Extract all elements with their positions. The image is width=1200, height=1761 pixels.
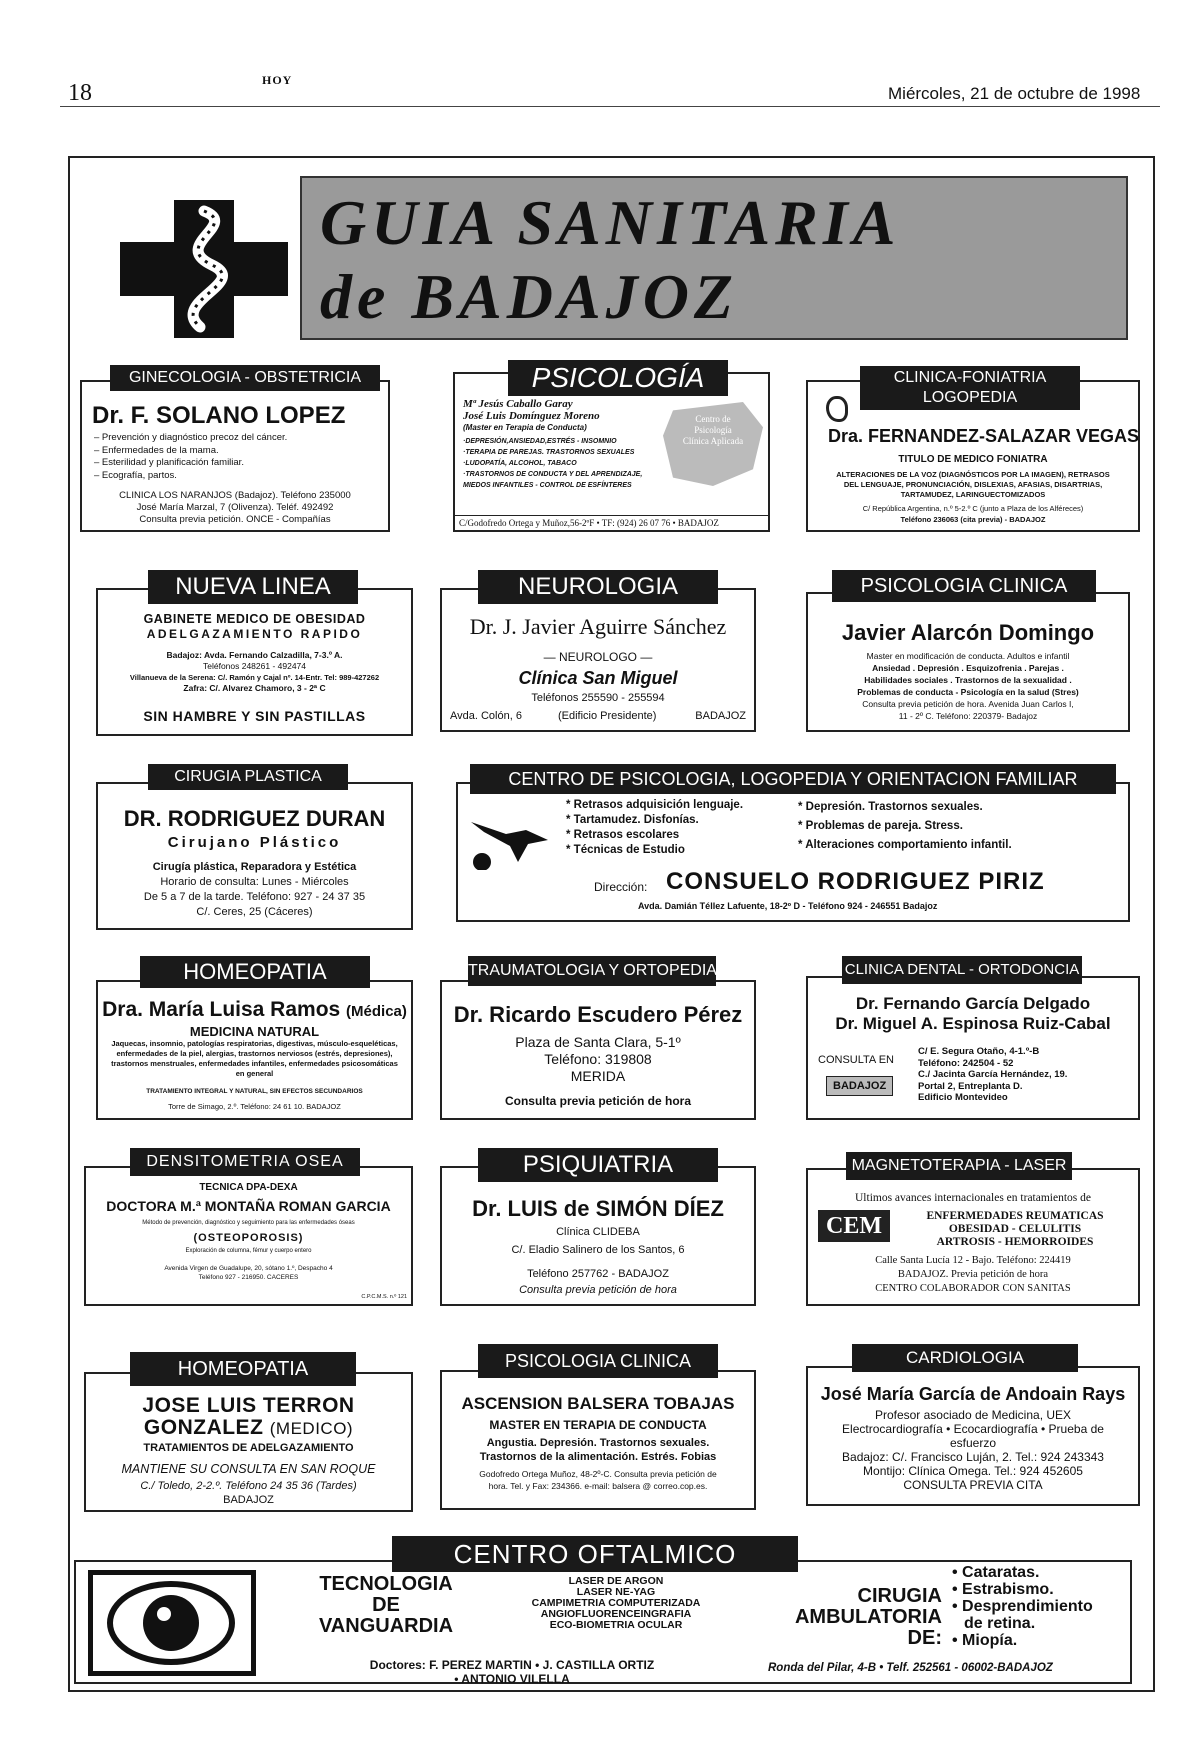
ad-address: C/. Eladio Salinero de los Santos, 6 (511, 1244, 685, 1256)
ad-note: MANTIENE SU CONSULTA EN SAN ROQUE (121, 1462, 376, 1476)
ad-centro-oftalmico (74, 1560, 1132, 1684)
ad-code: C.P.C.M.S. n.º 121 (361, 1294, 407, 1300)
ad-header: PSICOLOGÍA (508, 360, 728, 396)
ad-surgery: CIRUGIA AMBULATORIA DE: (794, 1585, 942, 1649)
ad-nueva-linea (96, 588, 413, 736)
ad-header: CIRUGIA PLASTICA (148, 764, 348, 790)
ad-name-1: Mª Jesús Caballo Garay (463, 398, 573, 410)
ad-name: Dr. J. Javier Aguirre Sánchez (469, 614, 727, 639)
ad-name-2: GONZALEZ (MEDICO) (143, 1416, 354, 1439)
ad-name: Dr. LUIS de SIMÓN DÍEZ (472, 1196, 724, 1221)
ad-title: TITULO DE MEDICO FONIATRA (898, 454, 1048, 465)
ad-line2: ADELGAZAMIENTO RAPIDO (146, 627, 363, 641)
ad-name: Dr. F. SOLANO LOPEZ (92, 402, 346, 429)
ad-note: TRATAMIENTO INTEGRAL Y NATURAL, SIN EFECTOS SECUNDARIOS (146, 1088, 363, 1095)
ad-address: Godofredo Ortega Muñoz, 48-2º-C. Consulta previa petición de hora. Tel. y Fax: 234366. e-mail: balsera @ correo.cop.es. (479, 1469, 717, 1491)
ad-name: DOCTORA M.ª MONTAÑA ROMAN GARCIA (106, 1198, 391, 1214)
ad-densitometria (84, 1166, 413, 1306)
ad-title: MEDICINA NATURAL (189, 1024, 320, 1039)
ad-header: HOMEOPATIA (130, 1352, 356, 1386)
ad-address: Calle Santa Lucía 12 - Bajo. Teléfono: 224419 BADAJOZ. Previa petición de hora CENTRO COLABORADOR CON SANITAS (875, 1255, 1071, 1294)
ad-phone: Teléfono 257762 - BADAJOZ (527, 1268, 669, 1280)
ad-magnetoterapia (806, 1168, 1140, 1306)
ad-cirugia-plastica (96, 782, 413, 930)
ad-header: MAGNETOTERAPIA - LASER (846, 1152, 1072, 1180)
page-date: Miércoles, 21 de octubre de 1998 (888, 84, 1141, 103)
ad-desc: Método de prevención, diagnóstico y seguimiento para las enfermedades óseas (142, 1220, 355, 1226)
ad-header (860, 366, 1080, 410)
ad-slogan: SIN HAMBRE Y SIN PASTILLAS (143, 708, 366, 724)
ad-city: BADAJOZ (223, 1494, 274, 1506)
ad-cardiologia (806, 1366, 1140, 1506)
ad-city-badge: BADAJOZ (826, 1076, 893, 1096)
banner-title-line2: de BADAJOZ (320, 261, 738, 332)
ad-clinic: Clínica CLIDEBA (556, 1226, 640, 1238)
ad-header: NUEVA LINEA (148, 570, 358, 604)
ad-address: Avenida Virgen de Guadalupe, 20, sótano 1.º, Despacho 4 Teléfono 927 - 216950. CACERES (164, 1265, 333, 1281)
masthead: HOY (262, 73, 293, 87)
ad-osteoporosis: (OSTEOPOROSIS) (193, 1232, 304, 1244)
ad-director: CONSUELO RODRIGUEZ PIRIZ (666, 868, 1045, 895)
ad-clinica-dental (806, 976, 1140, 1120)
ad-psiquiatria (440, 1166, 756, 1306)
page-number: 18 (68, 80, 92, 106)
ad-name: José María García de Andoain Rays (820, 1384, 1126, 1404)
ad-psicologia (453, 372, 770, 532)
ad-title: TRATAMIENTOS DE ADELGAZAMIENTO (143, 1442, 354, 1454)
ad-name: Dra. María Luisa Ramos (Médica) (102, 998, 407, 1021)
ad-header: CENTRO OFTALMICO (392, 1536, 798, 1572)
ad-services: ·DEPRESIÓN,ANSIEDAD,ESTRÉS - INSOMNIO ·TERAPIA DE PAREJAS. TRASTORNOS SEXUALES ·LUDOPATÍA, ALCOHOL, TABACO ·TRASTORNOS DE CONDUCTA Y DEL APRENDIZAJE, MIEDOS INFANTILES - CONTROL DE ESFÍNTERES (463, 438, 643, 489)
ad-psicologia-clinica-1 (806, 592, 1130, 732)
ad-phone: Teléfono 236063 (cita previa) - BADAJOZ (900, 515, 1046, 524)
ad-desc: Jaquecas, insomnio, patologías respiratorias, digestivas, músculo-esqueléticas, enfermedades de la piel, alergias, trastornos nerviosos (estrés, depresiones), trastornos menstruales, enfermedades infantiles, enfermedades psicosomáticas en general (111, 1039, 398, 1078)
ad-homeopatia-1 (96, 980, 413, 1120)
ad-address: Torre de Simago, 2.º. Teléfono: 24 61 10. BADAJOZ (168, 1102, 341, 1111)
ad-intro: Ultimos avances internacionales en tratamientos de (855, 1192, 1091, 1204)
ad-header: PSICOLOGIA CLINICA (478, 1344, 718, 1378)
ad-desc: Angustia. Depresión. Trastornos sexuales. Trastornos de la alimentación. Estrés. Fobias (479, 1437, 717, 1463)
ad-note: Consulta previa petición de hora (504, 1094, 692, 1108)
ad-exploration: Exploración de columna, fémur y cuerpo entero (185, 1248, 312, 1254)
ad-title: TECNICA DPA-DEXA (199, 1182, 298, 1193)
ad-doctors: Doctores: F. PEREZ MARTIN • J. CASTILLA ORTIZ • ANTONIO VILELLA (369, 1658, 655, 1686)
header-rule (60, 106, 1160, 107)
ad-psicologia-clinica-2 (440, 1370, 756, 1510)
ad-services-left: * Retrasos adquisición lenguaje. * Tartamudez. Disfonías. * Retrasos escolares * Técnicas de Estudio (566, 799, 744, 856)
ad-desc: Cirugía plástica, Reparadora y Estética Horario de consulta: Lunes - Miércoles De 5 a 7 de la tarde. Teléfono: 927 - 24 37 35 C/. Ceres, 25 (Cáceres) (143, 861, 366, 918)
ad-address: Plaza de Santa Clara, 5-1º Teléfono: 319808 MERIDA (515, 1034, 681, 1084)
banner-title-line1: GUIA SANITARIA (320, 187, 901, 258)
ad-traumatologia (440, 980, 756, 1120)
ad-city: BADAJOZ (695, 710, 746, 722)
ad-services: LASER DE ARGON LASER NE-YAG CAMPIMETRIA COMPUTERIZADA ANGIOFLUORENCEINGRAFIA ECO-BIOMETRIA OCULAR (531, 1575, 701, 1631)
ad-desc: Master en modificación de conducta. Adultos e infantil Ansiedad . Depresión . Esquizofrenia . Parejas . Habilidades sociales . Trastornos de la sexualidad . Problemas de conducta - Psicología en la salud (Stres) Consulta previa petición de hora. Avenida Juan Carlos I, 11 - 2º C. Teléfono: 220379- Badajoz (857, 651, 1079, 721)
ad-services-right: * Depresión. Trastornos sexuales. * Problemas de pareja. Stress. * Alteraciones comportamiento infantil. (798, 801, 1012, 851)
ad-surgery-list: • Cataratas. • Estrabismo. • Desprendimiento de retina. • Miopía. (952, 1564, 1093, 1649)
ad-address: C./ Toledo, 2-2.º. Teléfono 24 35 36 (Tardes) (140, 1480, 357, 1492)
ad-phones: Teléfonos 255590 - 255594 (531, 692, 665, 704)
ad-header-line2: LOGOPEDIA (922, 389, 1018, 406)
ad-name: DR. RODRIGUEZ DURAN (123, 806, 386, 831)
ad-address: Badajoz: Avda. Fernando Calzadilla, 7-3.º A. Teléfonos 248261 - 492474 Villanueva de la Serena: C/. Ramón y Cajal nº. 14-Entr. Tel: 989-427262 Zafra: C/. Alvarez Chamoro, 3 - 2ª C (129, 650, 380, 693)
ad-header: TRAUMATOLOGIA Y ORTOPEDIA (468, 956, 716, 986)
ad-header: NEUROLOGIA (478, 570, 718, 604)
ad-tech: TECNOLOGIA DE VANGUARDIA (318, 1573, 454, 1637)
ad-note: Consulta previa petición de hora (519, 1284, 677, 1296)
banner-title-box (300, 176, 1128, 340)
ad-header-line1: CLINICA-FONIATRIA (893, 369, 1047, 386)
cross-logo (120, 200, 288, 338)
ad-ginecologia (80, 380, 390, 532)
ad-address: CLINICA LOS NARANJOS (Badajoz). Teléfono 235000 José María Marzal, 7 (Olivenza). Teléf. 492492 Consulta previa petición. ONCE - Compañías (119, 490, 351, 525)
ad-name: Dr. Ricardo Escudero Pérez (453, 1002, 743, 1027)
eye-logo (88, 1570, 256, 1676)
ad-services: – Prevención y diagnóstico precoz del cáncer. – Enfermedades de la mama. – Esterilidad y planificación familiar. – Ecografía, partos. (94, 432, 288, 481)
ad-director-label: Dirección: (594, 880, 648, 894)
ad-desc: ALTERACIONES DE LA VOZ (DIAGNÓSTICOS POR LA IMAGEN), RETRASOS DEL LENGUAJE, PRONUNCIACIÓN, DISLEXIAS, AFASIAS, DISARTRIAS, TARTAMUDEZ, LARINGUECTOMIZADOS (836, 470, 1110, 499)
ad-address-mid: (Edificio Presidente) (558, 710, 657, 722)
ad-header: CLINICA DENTAL - ORTODONCIA (842, 956, 1082, 984)
ad-address: Avda. Colón, 6 (450, 710, 522, 722)
ad-name-1: JOSE LUIS TERRON (142, 1394, 355, 1417)
ad-desc: Profesor asociado de Medicina, UEX Electrocardiografía • Ecocardiografía • Prueba de esfuerzo Badajoz: C/. Francisco Luján, 2. Tel.: 924 243343 Montijo: Clínica Omega. Tel.: 924 452605 CONSULTA PREVIA CITA (842, 1408, 1104, 1492)
ad-header: PSICOLOGIA CLINICA (832, 570, 1096, 602)
ad-address: Ronda del Pilar, 4-B • Telf. 252561 - 06002-BADAJOZ (768, 1662, 1053, 1674)
ad-name-2: José Luis Domínguez Moreno (463, 410, 600, 422)
ad-consulta-label: CONSULTA EN (818, 1054, 894, 1066)
ad-centro-psicologia (456, 782, 1130, 922)
ad-neurologia (440, 588, 756, 732)
ad-header: CENTRO DE PSICOLOGIA, LOGOPEDIA Y ORIENTACION FAMILIAR (470, 764, 1116, 794)
ad-header: GINECOLOGIA - OBSTETRICIA (110, 365, 380, 391)
centro-logo-text: Centro de Psicología Clínica Aplicada (682, 414, 744, 446)
ad-clinic: Clínica San Miguel (518, 668, 678, 688)
ad-address: C/ República Argentina, n.º 5-2.º C (junto a Plaza de los Alféreces) (862, 504, 1084, 513)
ad-header: DENSITOMETRIA OSEA (130, 1148, 360, 1176)
ad-name: Dra. FERNANDEZ-SALAZAR VEGAS (828, 426, 1140, 446)
ad-header: CARDIOLOGIA (852, 1344, 1078, 1372)
ear-icon (826, 396, 848, 422)
cem-logo: CEM (818, 1210, 890, 1242)
running-figure-logo (466, 810, 556, 870)
ad-name: ASCENSION BALSERA TOBAJAS (461, 1394, 735, 1413)
ad-footer: C/Godofredo Ortega y Muñoz,56-2ºF • TF: (924) 26 07 76 • BADAJOZ (455, 515, 768, 530)
ad-address: Avda. Damián Téllez Lafuente, 18-2º D - Teléfono 924 - 246551 Badajoz (638, 901, 938, 911)
ad-name: Javier Alarcón Domingo (841, 620, 1095, 645)
ad-title: MASTER EN TERAPIA DE CONDUCTA (489, 1418, 707, 1432)
ad-header: HOMEOPATIA (140, 956, 370, 988)
ad-subtitle: (Master en Terapia de Conducta) (463, 423, 587, 432)
ad-line1: GABINETE MEDICO DE OBESIDAD (143, 612, 366, 626)
ad-homeopatia-2 (84, 1372, 413, 1512)
ad-header: PSIQUIATRIA (478, 1148, 718, 1182)
ad-name-1: Dr. Fernando García Delgado (855, 994, 1091, 1013)
ad-title: Cirujano Plástico (167, 834, 342, 851)
ad-role: — NEUROLOGO — (543, 650, 653, 664)
ad-diseases: ENFERMEDADES REUMATICAS OBESIDAD - CELULITIS ARTROSIS - HEMORROIDES (926, 1210, 1104, 1248)
ad-address: C/ E. Segura Otaño, 4-1.º-B Teléfono: 242504 - 52 C./ Jacinta García Hernández, 19. Portal 2, Entreplanta D. Edificio Montevideo (918, 1046, 1068, 1103)
ad-name-2: Dr. Miguel A. Espinosa Ruiz-Cabal (835, 1014, 1111, 1033)
